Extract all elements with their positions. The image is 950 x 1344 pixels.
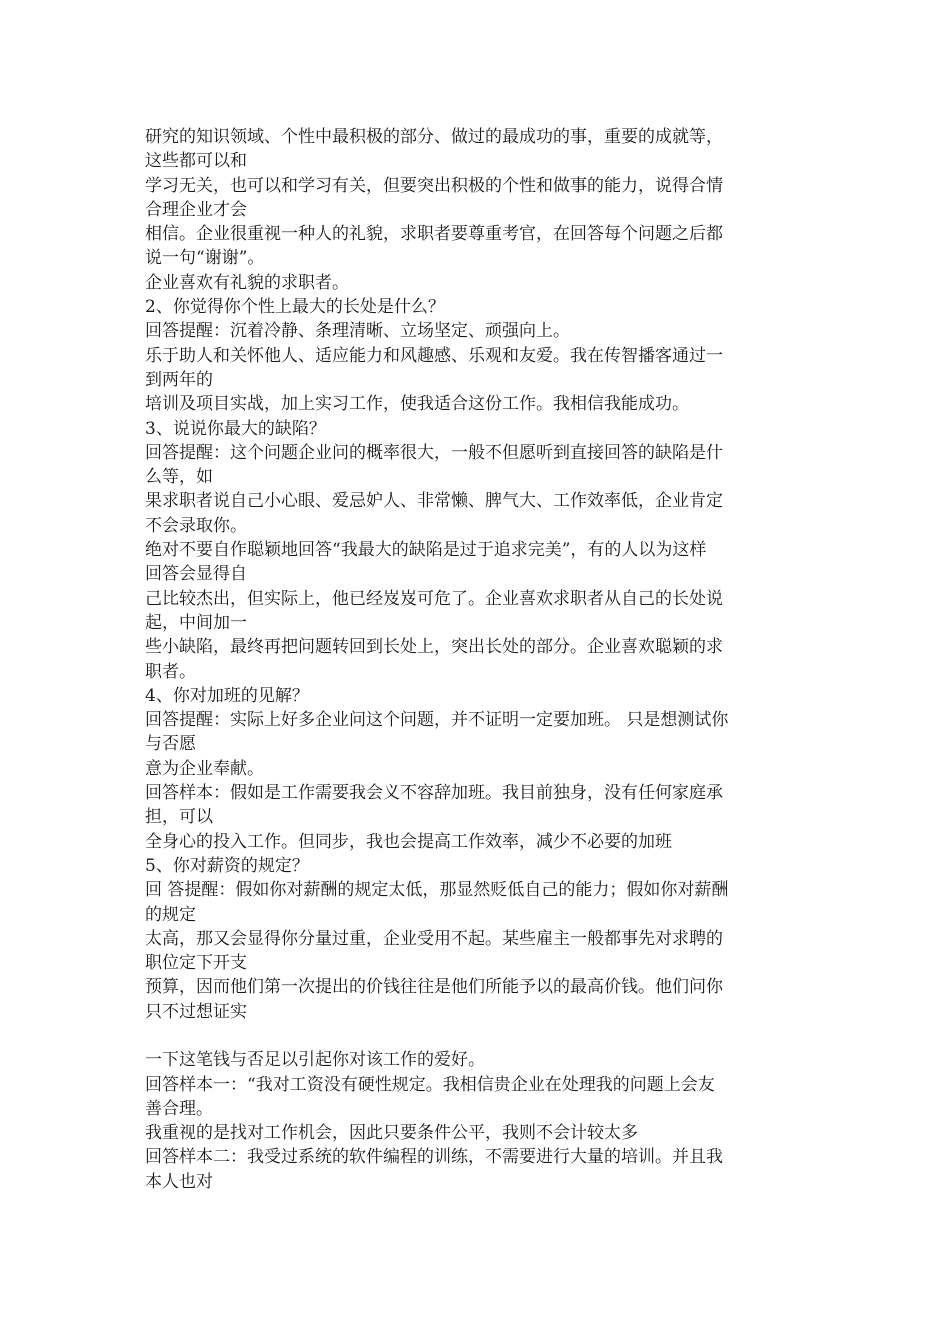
text-line: 到两年的 <box>145 369 213 390</box>
text-line: 回 答提醒：假如你对薪酬的规定太低，那显然贬低自己的能力；假如你对薪酬 <box>145 880 729 901</box>
text-line: 起，中间加一 <box>145 612 247 633</box>
text-line: 职者。 <box>145 661 196 682</box>
text-line: 担，可以 <box>145 807 213 828</box>
text-line: 么等，如 <box>145 467 213 488</box>
text-line: 己比较杰出，但实际上，他已经岌岌可危了。企业喜欢求职者从自己的长处说 <box>145 588 723 609</box>
text-line: 果求职者说自己小心眼、爱忌妒人、非常懒、脾气大、工作效率低，企业肯定 <box>145 491 723 512</box>
document-page <box>145 125 807 1194</box>
text-line: 些小缺陷，最终再把问题转回到长处上，突出长处的部分。企业喜欢聪颖的求 <box>145 637 723 658</box>
text-line: 职位定下开支 <box>145 953 247 974</box>
question-heading: 4、你对加班的见解？ <box>145 685 309 706</box>
text-line: 的规定 <box>145 904 196 925</box>
question-heading: 2、你觉得你个性上最大的长处是什么？ <box>145 297 445 318</box>
text-line: 回答样本二：我受过系统的软件编程的训练，不需要进行大量的培训。并且我 <box>145 1147 723 1168</box>
text-line: 企业喜欢有礼貌的求职者。 <box>145 272 349 293</box>
text-line: 合理企业才会 <box>145 199 247 220</box>
text-line: 太高，那又会显得你分量过重，企业受用不起。某些雇主一般都事先对求聘的 <box>145 928 723 949</box>
text-line: 研究的知识领域、个性中最积极的部分、做过的最成功的事，重要的成就等， <box>145 127 723 147</box>
text-line: 绝对不要自作聪颖地回答“我最大的缺陷是过于追求完美”，有的人以为这样 <box>145 540 707 561</box>
text-line: 意为企业奉献。 <box>145 758 264 779</box>
text-line: 与否愿 <box>145 734 196 755</box>
text-line: 回答样本：假如是工作需要我会义不容辞加班。我目前独身，没有任何家庭承 <box>145 783 723 804</box>
question-heading: 5、你对薪资的规定？ <box>145 855 309 876</box>
text-line: 说一句“谢谢”。 <box>145 248 265 269</box>
text-line: 不会录取你。 <box>145 515 247 536</box>
text-line: 一下这笔钱与否足以引起你对该工作的爱好。 <box>145 1050 485 1071</box>
text-line: 这些都可以和 <box>145 151 247 172</box>
text-line: 学习无关，也可以和学习有关，但要突出积极的个性和做事的能力，说得合情 <box>145 175 723 196</box>
text-line: 回答会显得自 <box>145 564 247 585</box>
text-line: 相信。企业很重视一种人的礼貌，求职者要尊重考官，在回答每个问题之后都 <box>145 224 723 245</box>
text-line: 只不过想证实 <box>145 1001 247 1022</box>
text-line: 全身心的投入工作。但同步，我也会提高工作效率，减少不必要的加班 <box>145 831 672 852</box>
text-line: 乐于助人和关怀他人、适应能力和风趣感、乐观和友爱。我在传智播客通过一 <box>145 345 723 366</box>
text-line: 善合理。 <box>145 1098 213 1119</box>
text-line: 回答提醒：这个问题企业问的概率很大，一般不但愿听到直接回答的缺陷是什 <box>145 442 723 463</box>
text-line: 培训及项目实战，加上实习工作，使我适合这份工作。我相信我能成功。 <box>145 394 689 415</box>
text-line: 我重视的是找对工作机会，因此只要条件公平，我则不会计较太多 <box>145 1123 638 1144</box>
text-line: 预算，因而他们第一次提出的价钱往往是他们所能予以的最高价钱。他们问你 <box>145 977 723 998</box>
blank-line <box>145 1024 807 1048</box>
text-line: 回答样本一：“我对工资没有硬性规定。我相信贵企业在处理我的问题上会友 <box>145 1074 715 1095</box>
text-line: 回答提醒：实际上好多企业问这个问题，并不证明一定要加班。 只是想测试你 <box>145 710 729 731</box>
text-line: 回答提醒：沉着冷静、条理清晰、立场坚定、顽强向上。 <box>145 321 570 342</box>
text-line: 本人也对 <box>145 1171 213 1192</box>
question-heading: 3、说说你最大的缺陷？ <box>145 418 326 439</box>
